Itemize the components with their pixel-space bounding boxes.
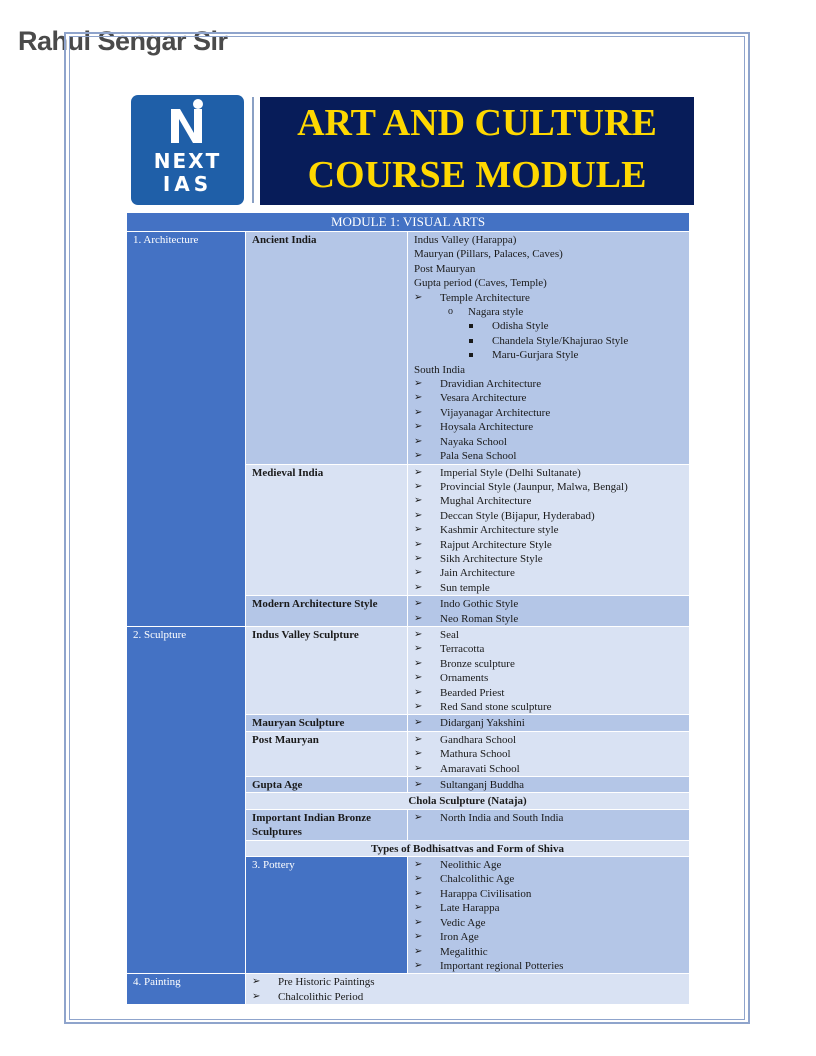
list-item: ➢ Bronze sculpture [414,657,683,671]
subtopic-bronze-sculptures: Important Indian Bronze Sculptures [246,809,408,840]
subtopic-modern-architecture: Modern Architecture Style [246,596,408,627]
title-banner [260,97,694,205]
list-item: ➢ Neolithic Age [414,858,683,872]
module-header-row [127,213,690,232]
logo-mark-icon [131,95,244,155]
topics-painting [246,974,690,1005]
list-item: Chandela Style/Khajurao Style [414,334,683,348]
watermark: Rahul Sengar Sir [18,26,228,56]
list-item: ➢ Jain Architecture [414,566,683,580]
list-item: ➢ Vijayanagar Architecture [414,406,683,420]
list-item: ➢ Iron Age [414,930,683,944]
subtopic-gupta-age: Gupta Age [246,777,408,793]
list-item: ➢ North India and South India [414,811,683,825]
list-item: ➢ Pre Historic Paintings [252,975,683,989]
list-item: ➢ Sikh Architecture Style [414,552,683,566]
topics-modern-architecture [408,596,690,627]
topics-pottery [408,857,690,974]
topic-line: Indus Valley (Harappa) [414,234,517,246]
title-line-1: ART AND CULTURE [297,102,657,144]
list-item: ➢ Red Sand stone sculpture [414,700,683,714]
list-item: Odisha Style [414,319,683,333]
list-item: ➢ Hoysala Architecture [414,420,683,434]
list-item: ➢ Mathura School [414,747,683,761]
table-row [127,626,690,714]
subtopic-post-mauryan: Post Mauryan [246,731,408,776]
logo-text-next: NEXT [153,149,222,173]
list-item: ➢ Kashmir Architecture style [414,523,683,537]
list-item: ➢ Deccan Style (Bijapur, Hyderabad) [414,509,683,523]
list-item: ➢ Amaravati School [414,762,683,776]
table-row [127,232,690,465]
topics-mauryan-sculpture [408,715,690,731]
next-ias-logo [131,95,244,205]
subtopic-indus-valley-sculpture: Indus Valley Sculpture [246,626,408,714]
topics-gupta-age [408,777,690,793]
list-item: ➢ Sultanganj Buddha [414,778,683,792]
list-item: ➢ Seal [414,628,683,642]
list-item: ➢ Vesara Architecture [414,391,683,405]
list-item: ➢ Harappa Civilisation [414,887,683,901]
list-item: ➢ Pala Sena School [414,449,683,463]
chola-sculpture-heading: Chola Sculpture (Nataja) [246,793,690,809]
header-divider [252,97,254,203]
course-module-table [126,212,690,1005]
title-line-2: COURSE MODULE [307,154,647,196]
category-architecture: 1. Architecture [127,232,246,627]
list-item: o Nagara style [414,305,683,319]
list-item: ➢ Important regional Potteries [414,959,683,973]
logo-text-ias: IAS [162,172,213,196]
topics-ancient-india [408,232,690,465]
list-item: ➢ Chalcolithic Period [252,990,683,1004]
topics-medieval-india [408,464,690,596]
list-item: ➢ Gandhara School [414,733,683,747]
category-pottery: 3. Pottery [246,857,408,974]
list-item: ➢ Megalithic [414,945,683,959]
list-item: ➢ Late Harappa [414,901,683,915]
subtopic-ancient-india: Ancient India [246,232,408,465]
list-item: ➢ Indo Gothic Style [414,597,683,611]
subtopic-medieval-india: Medieval India [246,464,408,596]
list-item: ➢ Ornaments [414,671,683,685]
topic-line: Gupta period (Caves, Temple) [414,277,547,290]
list-item: ➢ Imperial Style (Delhi Sultanate) [414,466,683,480]
list-item: ➢ Nayaka School [414,435,683,449]
topic-line: Mauryan (Pillars, Palaces, Caves) [414,248,563,261]
topics-post-mauryan [408,731,690,776]
list-item: ➢ Temple Architecture [414,291,683,305]
list-item: ➢ Provincial Style (Jaunpur, Malwa, Bengal) [414,480,683,494]
bodhisattvas-heading: Types of Bodhisattvas and Form of Shiva [246,840,690,856]
list-item: ➢ Rajput Architecture Style [414,538,683,552]
list-item: ➢ Neo Roman Style [414,612,683,626]
list-item: ➢ Dravidian Architecture [414,377,683,391]
list-item: ➢ Didarganj Yakshini [414,716,683,730]
list-item: ➢ Chalcolithic Age [414,872,683,886]
list-item: ➢ Terracotta [414,642,683,656]
list-item: Maru-Gurjara Style [414,348,683,362]
list-item: ➢ Vedic Age [414,916,683,930]
topic-line: South India [414,363,466,376]
list-item: ➢ Sun temple [414,581,683,595]
list-item: ➢ Mughal Architecture [414,494,683,508]
category-painting: 4. Painting [127,974,246,1005]
list-item: ➢ Bearded Priest [414,686,683,700]
module-title: MODULE 1: VISUAL ARTS [127,213,690,232]
topic-line: Post Mauryan [414,262,476,275]
topics-indus-valley-sculpture [408,626,690,714]
category-sculpture: 2. Sculpture [127,626,246,973]
table-row [127,974,690,1005]
topics-bronze-sculptures [408,809,690,840]
subtopic-mauryan-sculpture: Mauryan Sculpture [246,715,408,731]
